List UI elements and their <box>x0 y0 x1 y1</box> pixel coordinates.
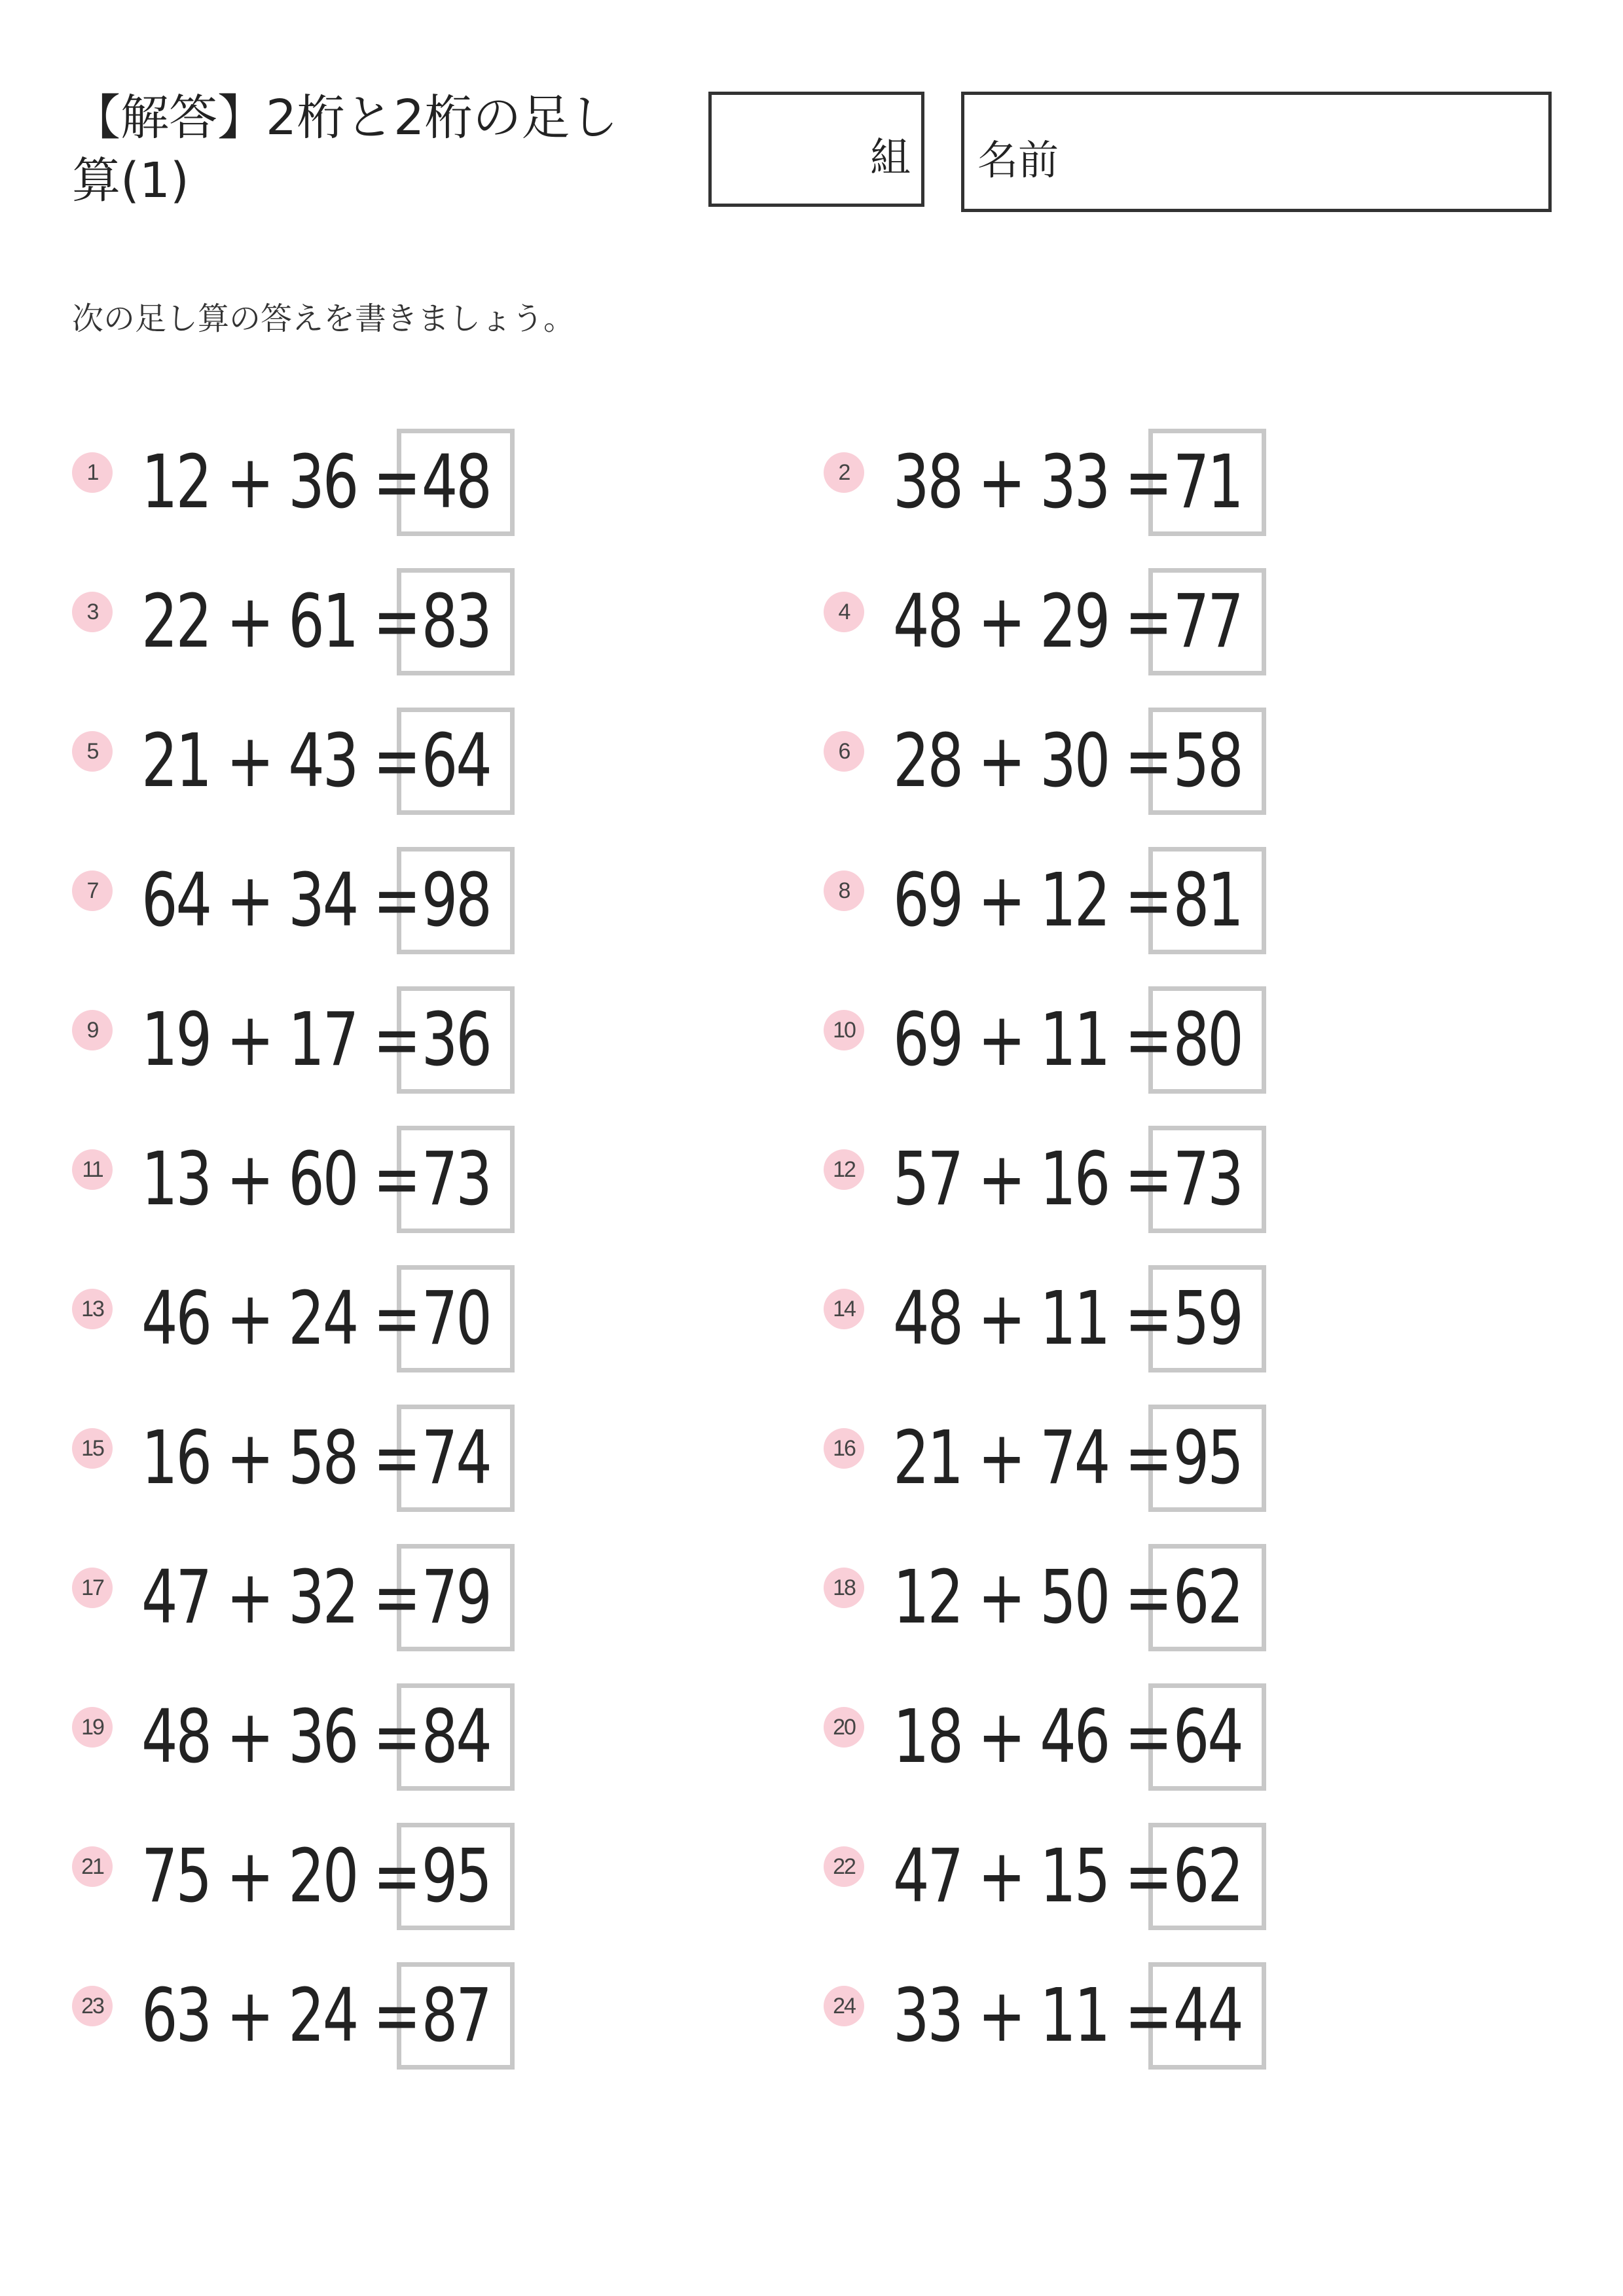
problem-item <box>824 1823 1266 1930</box>
answer-value: 71 <box>1173 440 1242 525</box>
problem-number-badge: 13 <box>72 1289 113 1329</box>
instruction-text: 次の足し算の答えを書きましょう。 <box>72 300 575 337</box>
answer-value: 73 <box>421 1137 490 1222</box>
answer-value: 59 <box>1173 1276 1242 1361</box>
problem-expression: 12 + 36 = <box>141 440 419 525</box>
problem-number-badge: 18 <box>824 1568 864 1608</box>
problem-number-badge: 21 <box>72 1846 113 1887</box>
problem-number-badge: 16 <box>824 1428 864 1469</box>
problem-item <box>824 429 1266 536</box>
problem-expression: 48 + 11 = <box>893 1276 1171 1361</box>
problem-expression: 13 + 60 = <box>141 1137 419 1222</box>
problem-expression: 46 + 24 = <box>141 1276 419 1361</box>
problem-item <box>72 1405 515 1512</box>
answer-value: 44 <box>1173 1973 1242 2058</box>
problem-number-badge: 4 <box>824 592 864 632</box>
problem-item <box>824 1962 1266 2070</box>
answer-value: 77 <box>1173 579 1242 664</box>
answer-value: 98 <box>421 858 490 943</box>
problem-number-badge: 5 <box>72 731 113 772</box>
problem-item <box>824 568 1266 675</box>
problem-expression: 12 + 50 = <box>893 1555 1171 1640</box>
problem-item <box>72 568 515 675</box>
answer-value: 81 <box>1173 858 1242 943</box>
problem-number-badge: 1 <box>72 452 113 493</box>
problem-number-badge: 19 <box>72 1707 113 1748</box>
problem-number-badge: 11 <box>72 1149 113 1190</box>
name-label: 名前 <box>977 136 1059 184</box>
problem-expression: 48 + 36 = <box>141 1695 419 1780</box>
problem-expression: 48 + 29 = <box>893 579 1171 664</box>
problem-expression: 69 + 12 = <box>893 858 1171 943</box>
problem-number-badge: 7 <box>72 870 113 911</box>
problem-expression: 47 + 15 = <box>893 1834 1171 1919</box>
answer-value: 84 <box>421 1695 490 1780</box>
problem-number-badge: 9 <box>72 1010 113 1050</box>
answer-value: 79 <box>421 1555 490 1640</box>
problem-number-badge: 10 <box>824 1010 864 1050</box>
problem-item <box>824 1405 1266 1512</box>
answer-value: 83 <box>421 579 490 664</box>
name-field[interactable] <box>961 92 1552 212</box>
problem-expression: 69 + 11 = <box>893 997 1171 1083</box>
problem-item <box>824 1265 1266 1372</box>
problem-item <box>72 708 515 815</box>
problem-number-badge: 3 <box>72 592 113 632</box>
problem-number-badge: 8 <box>824 870 864 911</box>
answer-value: 95 <box>421 1834 490 1919</box>
answer-value: 36 <box>421 997 490 1083</box>
problem-expression: 38 + 33 = <box>893 440 1171 525</box>
problem-item <box>72 1683 515 1791</box>
problem-item <box>824 1683 1266 1791</box>
problem-expression: 28 + 30 = <box>893 719 1171 804</box>
problem-item <box>824 847 1266 954</box>
problem-item <box>824 1126 1266 1233</box>
answer-value: 64 <box>421 719 490 804</box>
answer-value: 48 <box>421 440 490 525</box>
answer-value: 70 <box>421 1276 490 1361</box>
problem-item <box>72 847 515 954</box>
problem-expression: 75 + 20 = <box>141 1834 419 1919</box>
problem-number-badge: 12 <box>824 1149 864 1190</box>
problem-number-badge: 14 <box>824 1289 864 1329</box>
problem-item <box>72 986 515 1094</box>
answer-value: 80 <box>1173 997 1242 1083</box>
problem-expression: 33 + 11 = <box>893 1973 1171 2058</box>
problem-expression: 19 + 17 = <box>141 997 419 1083</box>
problem-item <box>72 1962 515 2070</box>
answer-value: 62 <box>1173 1834 1242 1919</box>
answer-value: 74 <box>421 1416 490 1501</box>
problem-number-badge: 20 <box>824 1707 864 1748</box>
problem-number-badge: 23 <box>72 1986 113 2026</box>
problem-expression: 22 + 61 = <box>141 579 419 664</box>
answer-value: 73 <box>1173 1137 1242 1222</box>
problem-item <box>824 708 1266 815</box>
problem-expression: 64 + 34 = <box>141 858 419 943</box>
answer-value: 58 <box>1173 719 1242 804</box>
class-field[interactable] <box>708 92 924 207</box>
problem-expression: 57 + 16 = <box>893 1137 1171 1222</box>
problem-number-badge: 2 <box>824 452 864 493</box>
problem-number-badge: 24 <box>824 1986 864 2026</box>
problem-item <box>824 986 1266 1094</box>
problem-item <box>72 1265 515 1372</box>
problem-expression: 47 + 32 = <box>141 1555 419 1640</box>
problem-item <box>72 1126 515 1233</box>
answer-value: 87 <box>421 1973 490 2058</box>
problem-expression: 63 + 24 = <box>141 1973 419 2058</box>
problem-expression: 21 + 74 = <box>893 1416 1171 1501</box>
answer-value: 62 <box>1173 1555 1242 1640</box>
problem-number-badge: 17 <box>72 1568 113 1608</box>
problem-item <box>72 1544 515 1651</box>
problem-expression: 21 + 43 = <box>141 719 419 804</box>
problem-number-badge: 22 <box>824 1846 864 1887</box>
problem-item <box>824 1544 1266 1651</box>
answer-value: 64 <box>1173 1695 1242 1780</box>
problem-item <box>72 429 515 536</box>
problem-number-badge: 15 <box>72 1428 113 1469</box>
class-label: 組 <box>869 134 911 181</box>
problem-number-badge: 6 <box>824 731 864 772</box>
problem-item <box>72 1823 515 1930</box>
problem-expression: 16 + 58 = <box>141 1416 419 1501</box>
problem-expression: 18 + 46 = <box>893 1695 1171 1780</box>
page-title: 【解答】2桁と2桁の足し算(1) <box>72 90 619 209</box>
answer-value: 95 <box>1173 1416 1242 1501</box>
